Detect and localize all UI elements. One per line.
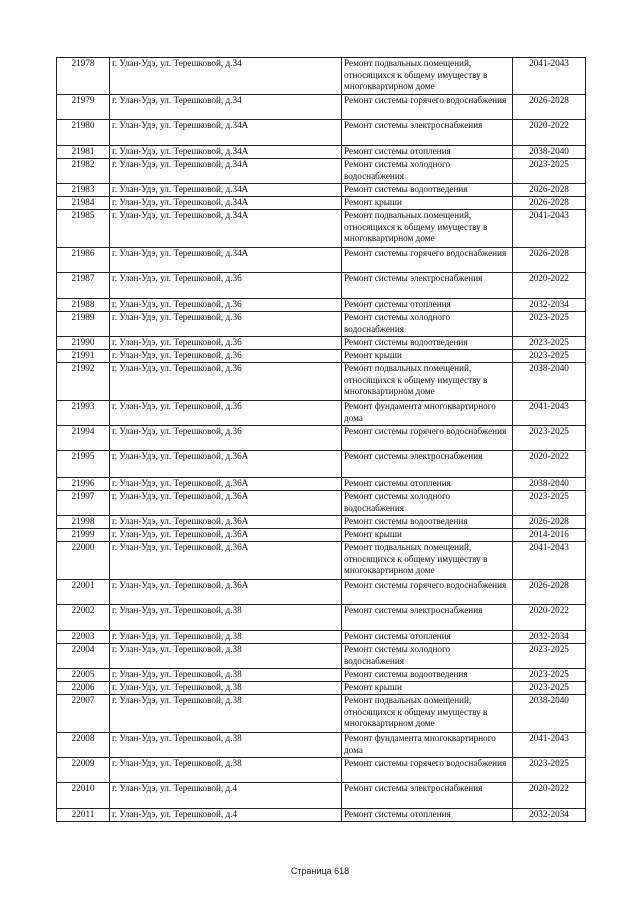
table-row [57, 350, 586, 363]
row-address: г. Улан-Удэ, ул. Терешковой, д.36 [110, 401, 342, 426]
row-work-type: Ремонт крыши [342, 682, 513, 695]
row-address: г. Улан-Удэ, ул. Терешковой, д.38 [110, 644, 342, 669]
table-row [57, 248, 586, 273]
row-address: г. Улан-Удэ, ул. Терешковой, д.36А [110, 451, 342, 478]
row-address: г. Улан-Удэ, ул. Терешковой, д.38 [110, 758, 342, 783]
row-number: 22004 [57, 644, 110, 669]
row-number: 21992 [57, 363, 110, 401]
row-period: 2041-2043 [513, 58, 586, 95]
row-number: 21995 [57, 451, 110, 478]
row-work-type: Ремонт системы водоотведения [342, 516, 513, 529]
row-period: 2023-2025 [513, 758, 586, 783]
row-work-type: Ремонт подвальных помещений, относящихся к общему имуществу в многоквартирном доме [342, 58, 513, 95]
row-period: 2023-2025 [513, 312, 586, 337]
row-address: г. Улан-Удэ, ул. Терешковой, д.34А [110, 146, 342, 159]
row-period: 2038-2040 [513, 146, 586, 159]
row-address: г. Улан-Удэ, ул. Терешковой, д.38 [110, 605, 342, 631]
row-number: 21986 [57, 248, 110, 273]
row-address: г. Улан-Удэ, ул. Терешковой, д.36 [110, 350, 342, 363]
table-row [57, 491, 586, 516]
row-period: 2023-2025 [513, 669, 586, 682]
row-number: 21989 [57, 312, 110, 337]
row-address: г. Улан-Удэ, ул. Терешковой, д.36А [110, 491, 342, 516]
row-number: 22010 [57, 783, 110, 809]
row-period: 2023-2025 [513, 491, 586, 516]
row-period: 2026-2028 [513, 95, 586, 120]
row-number: 22005 [57, 669, 110, 682]
row-period: 2023-2025 [513, 350, 586, 363]
row-work-type: Ремонт системы отопления [342, 809, 513, 822]
row-work-type: Ремонт подвальных помещений, относящихся к общему имуществу в многоквартирном доме [342, 695, 513, 733]
row-work-type: Ремонт фундамента многоквартирного дома [342, 733, 513, 758]
row-period: 2032-2034 [513, 631, 586, 644]
row-work-type: Ремонт системы отопления [342, 478, 513, 491]
table-row [57, 669, 586, 682]
row-number: 21979 [57, 95, 110, 120]
row-work-type: Ремонт системы электроснабжения [342, 273, 513, 299]
row-work-type: Ремонт системы холодного водоснабжения [342, 159, 513, 184]
row-address: г. Улан-Удэ, ул. Терешковой, д.38 [110, 695, 342, 733]
row-number: 22002 [57, 605, 110, 631]
row-work-type: Ремонт системы горячего водоснабжения [342, 248, 513, 273]
row-number: 22009 [57, 758, 110, 783]
table-row [57, 809, 586, 822]
table-row [57, 516, 586, 529]
page-number: Страница 618 [290, 866, 350, 876]
row-period: 2038-2040 [513, 363, 586, 401]
row-work-type: Ремонт подвальных помещений, относящихся к общему имуществу в многоквартирном доме [342, 210, 513, 248]
row-work-type: Ремонт подвальных помещений, относящихся к общему имуществу в многоквартирном доме [342, 363, 513, 401]
row-address: г. Улан-Удэ, ул. Терешковой, д.4 [110, 783, 342, 809]
table-row [57, 529, 586, 542]
row-period: 2026-2028 [513, 580, 586, 605]
row-number: 21987 [57, 273, 110, 299]
row-work-type: Ремонт системы отопления [342, 631, 513, 644]
row-period: 2026-2028 [513, 184, 586, 197]
table-row [57, 631, 586, 644]
row-number: 22011 [57, 809, 110, 822]
row-address: г. Улан-Удэ, ул. Терешковой, д.38 [110, 733, 342, 758]
table-row [57, 363, 586, 401]
works-table-body [57, 58, 586, 822]
row-period: 2023-2025 [513, 159, 586, 184]
table-row [57, 337, 586, 350]
row-number: 21991 [57, 350, 110, 363]
row-address: г. Улан-Удэ, ул. Терешковой, д.34А [110, 197, 342, 210]
row-number: 22006 [57, 682, 110, 695]
row-address: г. Улан-Удэ, ул. Терешковой, д.34А [110, 159, 342, 184]
row-work-type: Ремонт системы горячего водоснабжения [342, 95, 513, 120]
table-row [57, 783, 586, 809]
row-address: г. Улан-Удэ, ул. Терешковой, д.36 [110, 299, 342, 312]
table-row [57, 478, 586, 491]
table-row [57, 184, 586, 197]
row-address: г. Улан-Удэ, ул. Терешковой, д.36А [110, 542, 342, 580]
row-number: 21982 [57, 159, 110, 184]
row-address: г. Улан-Удэ, ул. Терешковой, д.36А [110, 529, 342, 542]
row-period: 2026-2028 [513, 248, 586, 273]
row-address: г. Улан-Удэ, ул. Терешковой, д.36А [110, 478, 342, 491]
row-period: 2026-2028 [513, 197, 586, 210]
row-period: 2032-2034 [513, 809, 586, 822]
row-period: 2038-2040 [513, 478, 586, 491]
row-number: 21988 [57, 299, 110, 312]
row-work-type: Ремонт системы водоотведения [342, 184, 513, 197]
row-work-type: Ремонт системы электроснабжения [342, 451, 513, 478]
row-number: 21984 [57, 197, 110, 210]
row-work-type: Ремонт системы отопления [342, 146, 513, 159]
table-row [57, 95, 586, 120]
row-work-type: Ремонт системы холодного водоснабжения [342, 644, 513, 669]
table-row [57, 120, 586, 146]
row-work-type: Ремонт системы водоотведения [342, 337, 513, 350]
row-address: г. Улан-Удэ, ул. Терешковой, д.34 [110, 58, 342, 95]
row-number: 22008 [57, 733, 110, 758]
row-number: 21997 [57, 491, 110, 516]
table-row [57, 58, 586, 95]
row-address: г. Улан-Удэ, ул. Терешковой, д.36А [110, 516, 342, 529]
works-table [56, 57, 586, 822]
row-period: 2032-2034 [513, 299, 586, 312]
row-period: 2020-2022 [513, 605, 586, 631]
row-work-type: Ремонт системы холодного водоснабжения [342, 312, 513, 337]
row-work-type: Ремонт системы электроснабжения [342, 605, 513, 631]
row-period: 2026-2028 [513, 516, 586, 529]
row-period: 2023-2025 [513, 337, 586, 350]
row-period: 2020-2022 [513, 273, 586, 299]
row-period: 2014-2016 [513, 529, 586, 542]
table-row [57, 312, 586, 337]
row-number: 21978 [57, 58, 110, 95]
row-work-type: Ремонт крыши [342, 529, 513, 542]
row-number: 22001 [57, 580, 110, 605]
row-work-type: Ремонт фундамента многоквартирного дома [342, 401, 513, 426]
row-period: 2023-2025 [513, 682, 586, 695]
row-work-type: Ремонт системы электроснабжения [342, 120, 513, 146]
table-row [57, 210, 586, 248]
row-work-type: Ремонт крыши [342, 350, 513, 363]
table-row [57, 159, 586, 184]
row-number: 21985 [57, 210, 110, 248]
row-address: г. Улан-Удэ, ул. Терешковой, д.38 [110, 669, 342, 682]
row-address: г. Улан-Удэ, ул. Терешковой, д.36 [110, 363, 342, 401]
table-row [57, 695, 586, 733]
table-row [57, 644, 586, 669]
table-row [57, 758, 586, 783]
row-number: 22000 [57, 542, 110, 580]
row-address: г. Улан-Удэ, ул. Терешковой, д.34А [110, 120, 342, 146]
row-number: 21990 [57, 337, 110, 350]
row-work-type: Ремонт системы водоотведения [342, 669, 513, 682]
table-row [57, 197, 586, 210]
table-row [57, 451, 586, 478]
table-row [57, 146, 586, 159]
row-address: г. Улан-Удэ, ул. Терешковой, д.36 [110, 312, 342, 337]
row-work-type: Ремонт крыши [342, 197, 513, 210]
row-period: 2023-2025 [513, 644, 586, 669]
row-address: г. Улан-Удэ, ул. Терешковой, д.4 [110, 809, 342, 822]
row-number: 21999 [57, 529, 110, 542]
row-period: 2041-2043 [513, 401, 586, 426]
row-period: 2020-2022 [513, 783, 586, 809]
row-address: г. Улан-Удэ, ул. Терешковой, д.36А [110, 580, 342, 605]
row-address: г. Улан-Удэ, ул. Терешковой, д.34А [110, 248, 342, 273]
row-number: 22003 [57, 631, 110, 644]
row-address: г. Улан-Удэ, ул. Терешковой, д.38 [110, 631, 342, 644]
row-number: 21981 [57, 146, 110, 159]
table-row [57, 580, 586, 605]
table-row [57, 426, 586, 451]
row-address: г. Улан-Удэ, ул. Терешковой, д.36 [110, 426, 342, 451]
table-row [57, 299, 586, 312]
row-number: 21996 [57, 478, 110, 491]
row-number: 21998 [57, 516, 110, 529]
row-number: 22007 [57, 695, 110, 733]
row-work-type: Ремонт системы горячего водоснабжения [342, 580, 513, 605]
row-work-type: Ремонт системы электроснабжения [342, 783, 513, 809]
row-number: 21993 [57, 401, 110, 426]
row-period: 2020-2022 [513, 120, 586, 146]
row-period: 2041-2043 [513, 542, 586, 580]
row-work-type: Ремонт подвальных помещений, относящихся к общему имуществу в многоквартирном доме [342, 542, 513, 580]
row-address: г. Улан-Удэ, ул. Терешковой, д.34 [110, 95, 342, 120]
row-address: г. Улан-Удэ, ул. Терешковой, д.34А [110, 210, 342, 248]
row-number: 21983 [57, 184, 110, 197]
row-number: 21994 [57, 426, 110, 451]
row-work-type: Ремонт системы горячего водоснабжения [342, 426, 513, 451]
row-period: 2041-2043 [513, 733, 586, 758]
row-address: г. Улан-Удэ, ул. Терешковой, д.34А [110, 184, 342, 197]
table-row [57, 733, 586, 758]
table-row [57, 682, 586, 695]
row-period: 2020-2022 [513, 451, 586, 478]
row-address: г. Улан-Удэ, ул. Терешковой, д.36 [110, 273, 342, 299]
row-work-type: Ремонт системы отопления [342, 299, 513, 312]
table-row [57, 542, 586, 580]
row-work-type: Ремонт системы горячего водоснабжения [342, 758, 513, 783]
row-number: 21980 [57, 120, 110, 146]
row-address: г. Улан-Удэ, ул. Терешковой, д.36 [110, 337, 342, 350]
table-row [57, 605, 586, 631]
row-work-type: Ремонт системы холодного водоснабжения [342, 491, 513, 516]
row-period: 2041-2043 [513, 210, 586, 248]
row-period: 2038-2040 [513, 695, 586, 733]
row-period: 2023-2025 [513, 426, 586, 451]
row-address: г. Улан-Удэ, ул. Терешковой, д.38 [110, 682, 342, 695]
table-row [57, 273, 586, 299]
table-row [57, 401, 586, 426]
